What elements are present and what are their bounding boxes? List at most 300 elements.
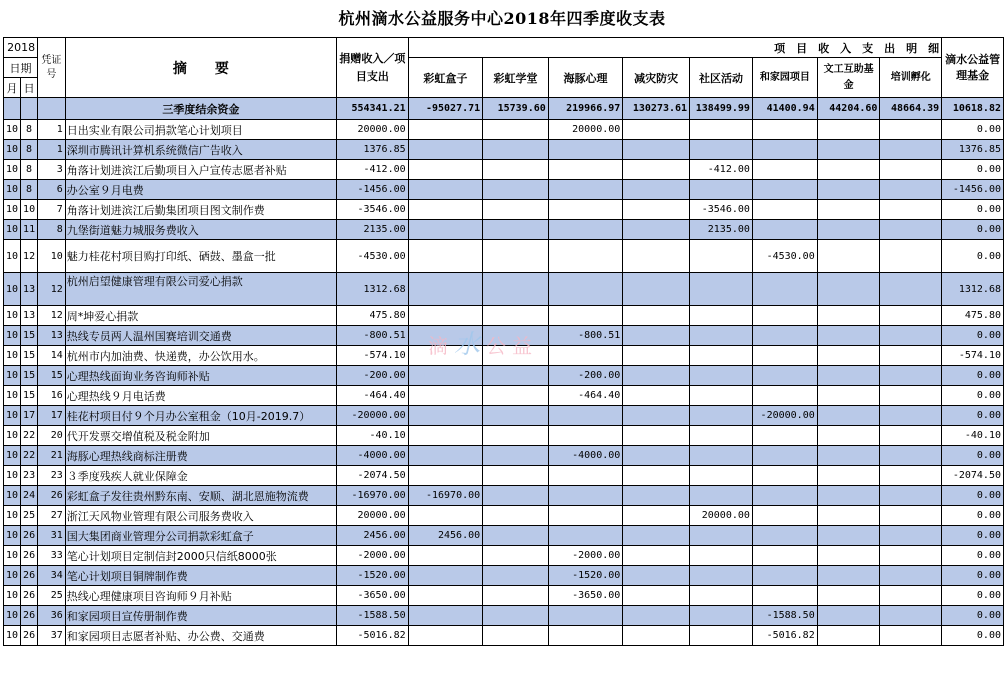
fund-cell: 0.00 bbox=[942, 546, 1004, 566]
amount-cell: -1588.50 bbox=[337, 606, 409, 626]
detail-cell: -800.51 bbox=[548, 326, 623, 346]
detail-cell bbox=[690, 240, 753, 273]
summary-cell: 角落计划进滨江后勤项目入户宣传志愿者补贴 bbox=[65, 160, 336, 180]
detail-cell bbox=[817, 140, 880, 160]
detail-cell bbox=[880, 273, 942, 306]
detail-cell: -200.00 bbox=[548, 366, 623, 386]
detail-cell bbox=[483, 426, 549, 446]
detail-cell bbox=[817, 120, 880, 140]
detail-cell bbox=[752, 566, 817, 586]
voucher-cell: 10 bbox=[38, 240, 66, 273]
detail-cell bbox=[623, 220, 690, 240]
detail-cell bbox=[880, 200, 942, 220]
detail-cell bbox=[752, 386, 817, 406]
detail-cell bbox=[483, 160, 549, 180]
day-cell: 15 bbox=[21, 326, 38, 346]
detail-cell bbox=[880, 546, 942, 566]
detail-cell: -1520.00 bbox=[548, 566, 623, 586]
detail-cell bbox=[817, 486, 880, 506]
day-cell: 10 bbox=[21, 200, 38, 220]
table-row bbox=[4, 406, 1004, 426]
table-row bbox=[4, 606, 1004, 626]
detail-cell bbox=[752, 466, 817, 486]
detail-cell bbox=[880, 366, 942, 386]
detail-cell bbox=[623, 526, 690, 546]
detail-cell bbox=[548, 606, 623, 626]
voucher-cell: 26 bbox=[38, 486, 66, 506]
detail-cell bbox=[623, 326, 690, 346]
detail-cell bbox=[880, 220, 942, 240]
day-cell: 8 bbox=[21, 160, 38, 180]
detail-cell bbox=[690, 140, 753, 160]
detail-cell bbox=[623, 486, 690, 506]
detail-cell bbox=[483, 140, 549, 160]
header-col-6: 文工互助基金 bbox=[817, 58, 880, 98]
detail-cell bbox=[483, 546, 549, 566]
detail-cell bbox=[752, 426, 817, 446]
table-row bbox=[4, 446, 1004, 466]
detail-cell bbox=[880, 326, 942, 346]
detail-cell bbox=[880, 486, 942, 506]
detail-cell bbox=[408, 626, 483, 646]
fund-cell: 0.00 bbox=[942, 446, 1004, 466]
fund-cell: 0.00 bbox=[942, 526, 1004, 546]
table-row bbox=[4, 306, 1004, 326]
summary-cell: 九堡街道魅力城服务费收入 bbox=[65, 220, 336, 240]
table-row bbox=[4, 273, 1004, 306]
fund-cell: -574.10 bbox=[942, 346, 1004, 366]
detail-cell bbox=[548, 486, 623, 506]
detail-cell bbox=[408, 366, 483, 386]
fund-cell: 0.00 bbox=[942, 406, 1004, 426]
detail-cell bbox=[623, 566, 690, 586]
detail-cell bbox=[483, 220, 549, 240]
table-row bbox=[4, 160, 1004, 180]
detail-cell bbox=[623, 446, 690, 466]
month-cell: 10 bbox=[4, 220, 21, 240]
detail-cell bbox=[408, 586, 483, 606]
fund-cell: 475.80 bbox=[942, 306, 1004, 326]
detail-cell bbox=[817, 346, 880, 366]
detail-cell bbox=[548, 273, 623, 306]
detail-cell bbox=[548, 466, 623, 486]
summary-row bbox=[4, 98, 1004, 120]
detail-cell bbox=[690, 446, 753, 466]
fund-cell: 0.00 bbox=[942, 220, 1004, 240]
detail-cell bbox=[880, 506, 942, 526]
detail-cell bbox=[408, 466, 483, 486]
header-col-3: 减灾防灾 bbox=[623, 58, 690, 98]
detail-cell bbox=[623, 466, 690, 486]
detail-cell bbox=[408, 446, 483, 466]
detail-cell bbox=[623, 506, 690, 526]
detail-cell bbox=[623, 586, 690, 606]
header-col-2: 海豚心理 bbox=[548, 58, 623, 98]
day-cell: 8 bbox=[21, 180, 38, 200]
detail-cell bbox=[623, 386, 690, 406]
detail-cell bbox=[752, 160, 817, 180]
summary-label: 三季度结余资金 bbox=[65, 98, 336, 120]
detail-cell bbox=[880, 386, 942, 406]
detail-cell bbox=[690, 626, 753, 646]
detail-cell: 2135.00 bbox=[690, 220, 753, 240]
month-cell: 10 bbox=[4, 486, 21, 506]
detail-cell bbox=[623, 160, 690, 180]
detail-cell bbox=[880, 426, 942, 446]
day-cell: 22 bbox=[21, 446, 38, 466]
fund-cell: 0.00 bbox=[942, 326, 1004, 346]
detail-cell bbox=[408, 506, 483, 526]
month-cell: 10 bbox=[4, 626, 21, 646]
detail-cell bbox=[690, 486, 753, 506]
detail-cell: -16970.00 bbox=[408, 486, 483, 506]
summary-cell: 周*坤爱心捐款 bbox=[65, 306, 336, 326]
fund-cell: 0.00 bbox=[942, 606, 1004, 626]
voucher-cell: 31 bbox=[38, 526, 66, 546]
amount-cell: -16970.00 bbox=[337, 486, 409, 506]
detail-cell bbox=[817, 606, 880, 626]
detail-cell bbox=[880, 120, 942, 140]
detail-cell: -412.00 bbox=[690, 160, 753, 180]
detail-cell bbox=[752, 140, 817, 160]
detail-cell bbox=[880, 586, 942, 606]
month-cell: 10 bbox=[4, 200, 21, 220]
detail-cell bbox=[408, 606, 483, 626]
detail-cell bbox=[548, 526, 623, 546]
summary-cell: 笔心计划项目定制信封2000只信纸8000张 bbox=[65, 546, 336, 566]
detail-cell: -4530.00 bbox=[752, 240, 817, 273]
detail-cell bbox=[880, 140, 942, 160]
summary-cell: 笔心计划项目铜牌制作费 bbox=[65, 566, 336, 586]
detail-cell bbox=[408, 140, 483, 160]
voucher-cell: 17 bbox=[38, 406, 66, 426]
month-cell: 10 bbox=[4, 526, 21, 546]
fund-cell: -2074.50 bbox=[942, 466, 1004, 486]
table-row bbox=[4, 180, 1004, 200]
day-cell: 15 bbox=[21, 366, 38, 386]
detail-cell bbox=[880, 466, 942, 486]
summary-cell: 杭州启望健康管理有限公司爱心捐款 bbox=[65, 273, 336, 306]
table-row bbox=[4, 546, 1004, 566]
table-row bbox=[4, 466, 1004, 486]
month-cell: 10 bbox=[4, 306, 21, 326]
table-row bbox=[4, 120, 1004, 140]
detail-cell bbox=[817, 240, 880, 273]
detail-cell bbox=[752, 446, 817, 466]
detail-cell bbox=[408, 120, 483, 140]
table-row bbox=[4, 386, 1004, 406]
detail-cell bbox=[880, 446, 942, 466]
detail-cell bbox=[817, 506, 880, 526]
fund-cell: -1456.00 bbox=[942, 180, 1004, 200]
detail-cell bbox=[483, 606, 549, 626]
month-cell: 10 bbox=[4, 386, 21, 406]
voucher-cell: 20 bbox=[38, 426, 66, 446]
summary-cell: 浙江天风物业管理有限公司服务费收入 bbox=[65, 506, 336, 526]
detail-cell bbox=[623, 546, 690, 566]
detail-cell bbox=[817, 306, 880, 326]
detail-cell bbox=[623, 180, 690, 200]
day-cell: 25 bbox=[21, 506, 38, 526]
amount-cell: 2456.00 bbox=[337, 526, 409, 546]
detail-cell bbox=[483, 586, 549, 606]
header-col-4: 社区活动 bbox=[690, 58, 753, 98]
detail-cell bbox=[752, 506, 817, 526]
summary-cell: 杭州市内加油费、快递费，办公饮用水。 bbox=[65, 346, 336, 366]
amount-cell: 475.80 bbox=[337, 306, 409, 326]
day-cell: 26 bbox=[21, 546, 38, 566]
detail-cell bbox=[483, 466, 549, 486]
detail-cell bbox=[548, 200, 623, 220]
header-month: 月 bbox=[4, 78, 21, 98]
voucher-cell: 12 bbox=[38, 273, 66, 306]
detail-cell bbox=[483, 326, 549, 346]
month-cell: 10 bbox=[4, 160, 21, 180]
month-cell: 10 bbox=[4, 240, 21, 273]
amount-cell: 20000.00 bbox=[337, 506, 409, 526]
fund-cell: 0.00 bbox=[942, 200, 1004, 220]
fund-cell: 0.00 bbox=[942, 366, 1004, 386]
detail-cell bbox=[548, 160, 623, 180]
summary-cell: 魅力桂花村项目购打印纸、硒鼓、墨盒一批 bbox=[65, 240, 336, 273]
detail-cell bbox=[817, 466, 880, 486]
detail-cell bbox=[483, 386, 549, 406]
month-cell: 10 bbox=[4, 426, 21, 446]
month-cell: 10 bbox=[4, 506, 21, 526]
detail-cell bbox=[880, 180, 942, 200]
detail-cell bbox=[880, 626, 942, 646]
detail-cell bbox=[548, 426, 623, 446]
detail-cell bbox=[483, 120, 549, 140]
detail-cell bbox=[752, 546, 817, 566]
detail-cell bbox=[623, 120, 690, 140]
detail-cell bbox=[817, 180, 880, 200]
summary-cell: 138499.99 bbox=[690, 98, 753, 120]
detail-cell bbox=[880, 346, 942, 366]
detail-cell bbox=[408, 426, 483, 446]
voucher-cell: 16 bbox=[38, 386, 66, 406]
month-cell: 10 bbox=[4, 273, 21, 306]
detail-cell bbox=[408, 200, 483, 220]
header-year: 2018 bbox=[4, 38, 38, 58]
header-income-expense: 捐赠收入／项目支出 bbox=[337, 38, 409, 98]
amount-cell: -412.00 bbox=[337, 160, 409, 180]
day-cell: 26 bbox=[21, 606, 38, 626]
summary-cell: 日出实业有限公司捐款笔心计划项目 bbox=[65, 120, 336, 140]
day-cell: 8 bbox=[21, 120, 38, 140]
detail-cell: -2000.00 bbox=[548, 546, 623, 566]
day-cell: 26 bbox=[21, 526, 38, 546]
detail-cell bbox=[752, 120, 817, 140]
detail-cell bbox=[548, 506, 623, 526]
summary-cell: 心理热线９月电话费 bbox=[65, 386, 336, 406]
summary-cell: 15739.60 bbox=[483, 98, 549, 120]
fund-cell: 0.00 bbox=[942, 240, 1004, 273]
month-cell: 10 bbox=[4, 180, 21, 200]
detail-cell bbox=[817, 566, 880, 586]
amount-cell: -3546.00 bbox=[337, 200, 409, 220]
detail-cell bbox=[817, 626, 880, 646]
amount-cell: -40.10 bbox=[337, 426, 409, 446]
amount-cell: -800.51 bbox=[337, 326, 409, 346]
detail-cell bbox=[690, 120, 753, 140]
detail-cell bbox=[690, 566, 753, 586]
header-col-1: 彩虹学堂 bbox=[483, 58, 549, 98]
amount-cell: -4000.00 bbox=[337, 446, 409, 466]
table-row bbox=[4, 486, 1004, 506]
header-voucher: 凭证号 bbox=[38, 38, 66, 98]
voucher-cell: 3 bbox=[38, 160, 66, 180]
detail-cell bbox=[548, 406, 623, 426]
month-cell: 10 bbox=[4, 546, 21, 566]
voucher-cell: 13 bbox=[38, 326, 66, 346]
detail-cell bbox=[408, 306, 483, 326]
detail-cell bbox=[623, 306, 690, 326]
detail-cell bbox=[690, 306, 753, 326]
voucher-cell: 12 bbox=[38, 306, 66, 326]
header-detail: 项 目 收 入 支 出 明 细 bbox=[408, 38, 942, 58]
voucher-cell: 15 bbox=[38, 366, 66, 386]
amount-cell: -5016.82 bbox=[337, 626, 409, 646]
detail-cell bbox=[408, 406, 483, 426]
fund-cell: 0.00 bbox=[942, 586, 1004, 606]
detail-cell bbox=[408, 220, 483, 240]
detail-cell bbox=[690, 366, 753, 386]
detail-cell bbox=[690, 386, 753, 406]
amount-cell: -2000.00 bbox=[337, 546, 409, 566]
amount-cell: 2135.00 bbox=[337, 220, 409, 240]
detail-cell: -20000.00 bbox=[752, 406, 817, 426]
detail-cell bbox=[817, 386, 880, 406]
header-summary: 摘 要 bbox=[65, 38, 336, 98]
detail-cell bbox=[690, 526, 753, 546]
detail-cell bbox=[408, 326, 483, 346]
amount-cell: -4530.00 bbox=[337, 240, 409, 273]
detail-cell bbox=[690, 273, 753, 306]
detail-cell bbox=[408, 160, 483, 180]
month-cell: 10 bbox=[4, 466, 21, 486]
detail-cell bbox=[483, 366, 549, 386]
detail-cell bbox=[690, 586, 753, 606]
table-row bbox=[4, 140, 1004, 160]
day-cell: 13 bbox=[21, 273, 38, 306]
fund-cell: 0.00 bbox=[942, 160, 1004, 180]
amount-cell: 20000.00 bbox=[337, 120, 409, 140]
voucher-cell: 27 bbox=[38, 506, 66, 526]
detail-cell: -3546.00 bbox=[690, 200, 753, 220]
detail-cell bbox=[483, 486, 549, 506]
fund-cell: 0.00 bbox=[942, 566, 1004, 586]
table-row bbox=[4, 220, 1004, 240]
detail-cell bbox=[752, 586, 817, 606]
amount-cell: 1312.68 bbox=[337, 273, 409, 306]
day-cell: 17 bbox=[21, 406, 38, 426]
detail-cell bbox=[483, 526, 549, 546]
amount-cell: -200.00 bbox=[337, 366, 409, 386]
month-cell: 10 bbox=[4, 346, 21, 366]
day-cell: 12 bbox=[21, 240, 38, 273]
voucher-cell: 7 bbox=[38, 200, 66, 220]
voucher-cell: 25 bbox=[38, 586, 66, 606]
detail-cell bbox=[752, 346, 817, 366]
month-cell: 10 bbox=[4, 566, 21, 586]
watermark-logo: 滴水公益 bbox=[428, 330, 539, 360]
ledger-table bbox=[3, 37, 1004, 646]
header-date: 日期 bbox=[4, 58, 38, 78]
detail-cell bbox=[483, 306, 549, 326]
detail-cell bbox=[548, 180, 623, 200]
detail-cell bbox=[752, 180, 817, 200]
day-cell: 11 bbox=[21, 220, 38, 240]
day-cell: 8 bbox=[21, 140, 38, 160]
detail-cell bbox=[690, 180, 753, 200]
detail-cell bbox=[880, 240, 942, 273]
month-cell: 10 bbox=[4, 586, 21, 606]
detail-cell bbox=[483, 626, 549, 646]
detail-cell bbox=[623, 140, 690, 160]
detail-cell bbox=[623, 200, 690, 220]
detail-cell bbox=[548, 626, 623, 646]
day-cell: 23 bbox=[21, 466, 38, 486]
table-row bbox=[4, 506, 1004, 526]
summary-cell: 角落计划进滨江后勤集团项目图文制作费 bbox=[65, 200, 336, 220]
detail-cell bbox=[623, 346, 690, 366]
detail-cell bbox=[817, 426, 880, 446]
amount-cell: -1456.00 bbox=[337, 180, 409, 200]
detail-cell bbox=[752, 273, 817, 306]
amount-cell: -574.10 bbox=[337, 346, 409, 366]
detail-cell bbox=[408, 180, 483, 200]
detail-cell bbox=[817, 220, 880, 240]
detail-cell bbox=[752, 200, 817, 220]
fund-cell: 0.00 bbox=[942, 626, 1004, 646]
fund-cell: 0.00 bbox=[942, 120, 1004, 140]
summary-cell: 桂花村项目付９个月办公室租金（10月-2019.7） bbox=[65, 406, 336, 426]
fund-cell: 1312.68 bbox=[942, 273, 1004, 306]
detail-cell bbox=[817, 160, 880, 180]
table-row bbox=[4, 366, 1004, 386]
table-row bbox=[4, 626, 1004, 646]
detail-cell: -1588.50 bbox=[752, 606, 817, 626]
header-col-7: 培训孵化 bbox=[880, 58, 942, 98]
voucher-cell: 8 bbox=[38, 220, 66, 240]
detail-cell bbox=[880, 526, 942, 546]
detail-cell bbox=[548, 220, 623, 240]
detail-cell bbox=[817, 326, 880, 346]
detail-cell bbox=[817, 526, 880, 546]
header-water-fund: 滴水公益管理基金 bbox=[942, 38, 1004, 98]
summary-cell: 热线专员两人温州国赛培训交通费 bbox=[65, 326, 336, 346]
table-row bbox=[4, 426, 1004, 446]
month-cell: 10 bbox=[4, 140, 21, 160]
detail-cell bbox=[817, 546, 880, 566]
header-col-0: 彩虹盒子 bbox=[408, 58, 483, 98]
month-cell: 10 bbox=[4, 446, 21, 466]
header-day: 日 bbox=[21, 78, 38, 98]
detail-cell bbox=[483, 406, 549, 426]
detail-cell bbox=[690, 466, 753, 486]
detail-cell bbox=[623, 426, 690, 446]
detail-cell bbox=[752, 220, 817, 240]
detail-cell: 20000.00 bbox=[690, 506, 753, 526]
month-cell: 10 bbox=[4, 366, 21, 386]
detail-cell bbox=[408, 386, 483, 406]
detail-cell bbox=[690, 426, 753, 446]
detail-cell bbox=[483, 200, 549, 220]
summary-cell: 代开发票交增值税及税金附加 bbox=[65, 426, 336, 446]
month-cell: 10 bbox=[4, 606, 21, 626]
voucher-cell: 21 bbox=[38, 446, 66, 466]
